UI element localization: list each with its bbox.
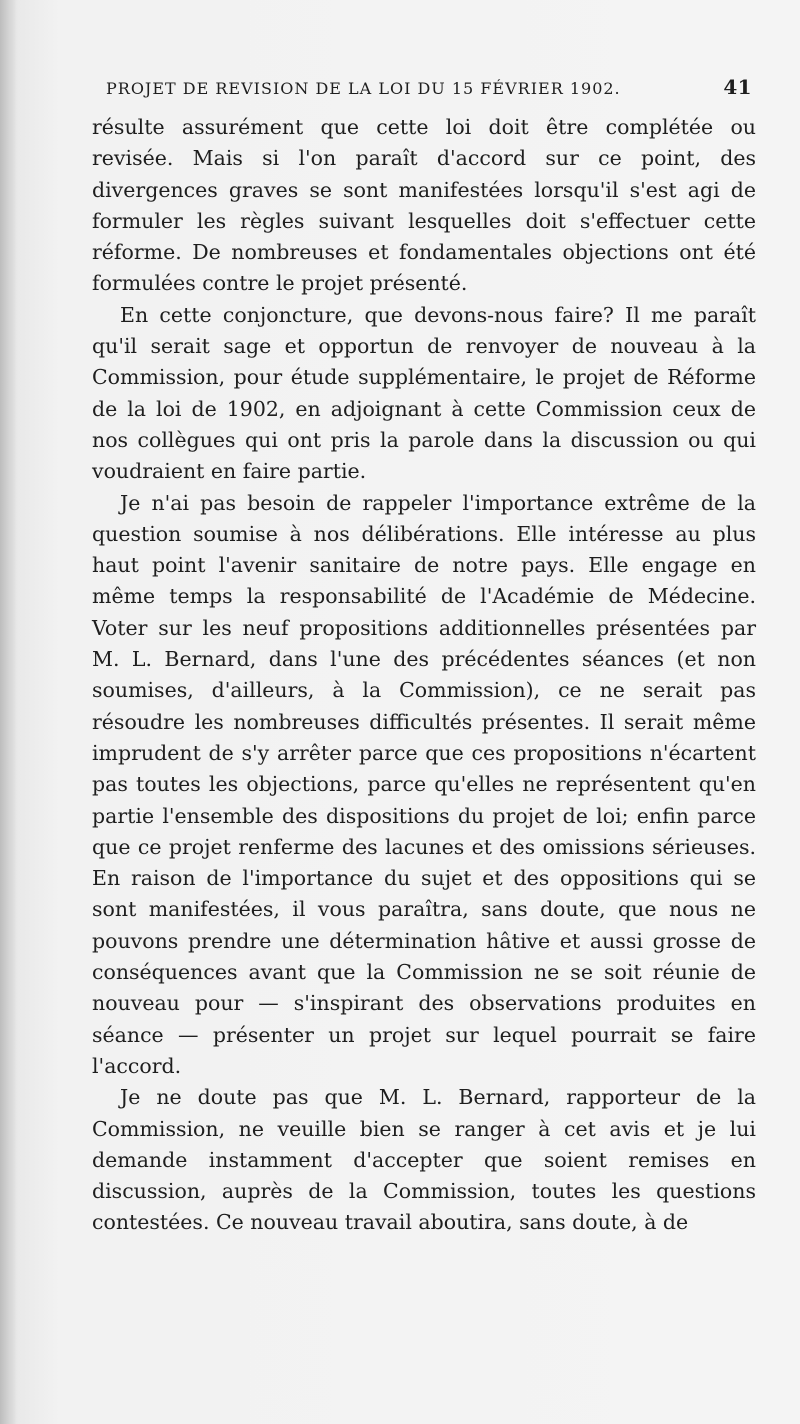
- paragraph-2: En cette conjoncture, que devons-nous faire? Il me paraît qu'il serait sage et opportun de renvoyer de nouveau à la Commission, pour étude supplémentaire, le projet de Réforme de la loi de 1902, en adjoignant à cette Commission ceux de nos collègues qui ont pris la parole dans la discussion ou qui voudraient en faire partie.: [92, 302, 756, 484]
- running-title: PROJET DE REVISION DE LA LOI DU 15 FÉVRIER 1902.: [106, 79, 621, 98]
- paragraph-3: Je n'ai pas besoin de rappeler l'importance extrême de la question soumise à nos délibérations. Elle intéresse au plus haut point l'avenir sanitaire de notre pays. Elle engage en même temps la responsabilité de l'Académie de Médecine. Voter sur les neuf propositions additionnelles présentées par M. L. Bernard, dans l'une des précédentes séances (et non soumises, d'ailleurs, à la Commission), ce ne serait pas résoudre les nombreuses difficultés présentes. Il serait même imprudent de s'y arrêter parce que ces propositions n'écartent pas toutes les objections, parce qu'elles ne représentent qu'en partie l'ensemble des dispositions du projet de loi; enfin parce que ce projet renferme des lacunes et des omissions sérieuses. En raison de l'importance du sujet et des oppositions qui se sont manifestées, il vous paraîtra, sans doute, que nous ne pouvons prendre une détermination hâtive et aussi grosse de conséquences avant que la Commission ne se soit réunie de nouveau pour — s'inspirant des observations produites en séance — présenter un projet sur lequel pourrait se faire l'accord.: [92, 490, 756, 1078]
- page-binding-edge: [0, 0, 16, 1424]
- paragraph-4: Je ne doute pas que M. L. Bernard, rapporteur de la Commission, ne veuille bien se ranger à cet avis et je lui demande instamment d'accepter que soient remises en discussion, auprès de la Commission, toutes les questions contestées. Ce nouveau travail aboutira, sans doute, à de: [92, 1085, 756, 1235]
- paragraph-1: résulte assurément que cette loi doit être complétée ou revisée. Mais si l'on paraît d'accord sur ce point, des divergences graves se sont manifestées lorsqu'il s'est agi de formuler les règles suivant lesquelles doit s'effectuer cette réforme. De nombreuses et fondamentales objections ont été formulées contre le projet présenté.: [92, 115, 756, 296]
- page-body: [92, 112, 756, 1239]
- page-number: 41: [723, 75, 752, 99]
- page-header: [106, 75, 752, 99]
